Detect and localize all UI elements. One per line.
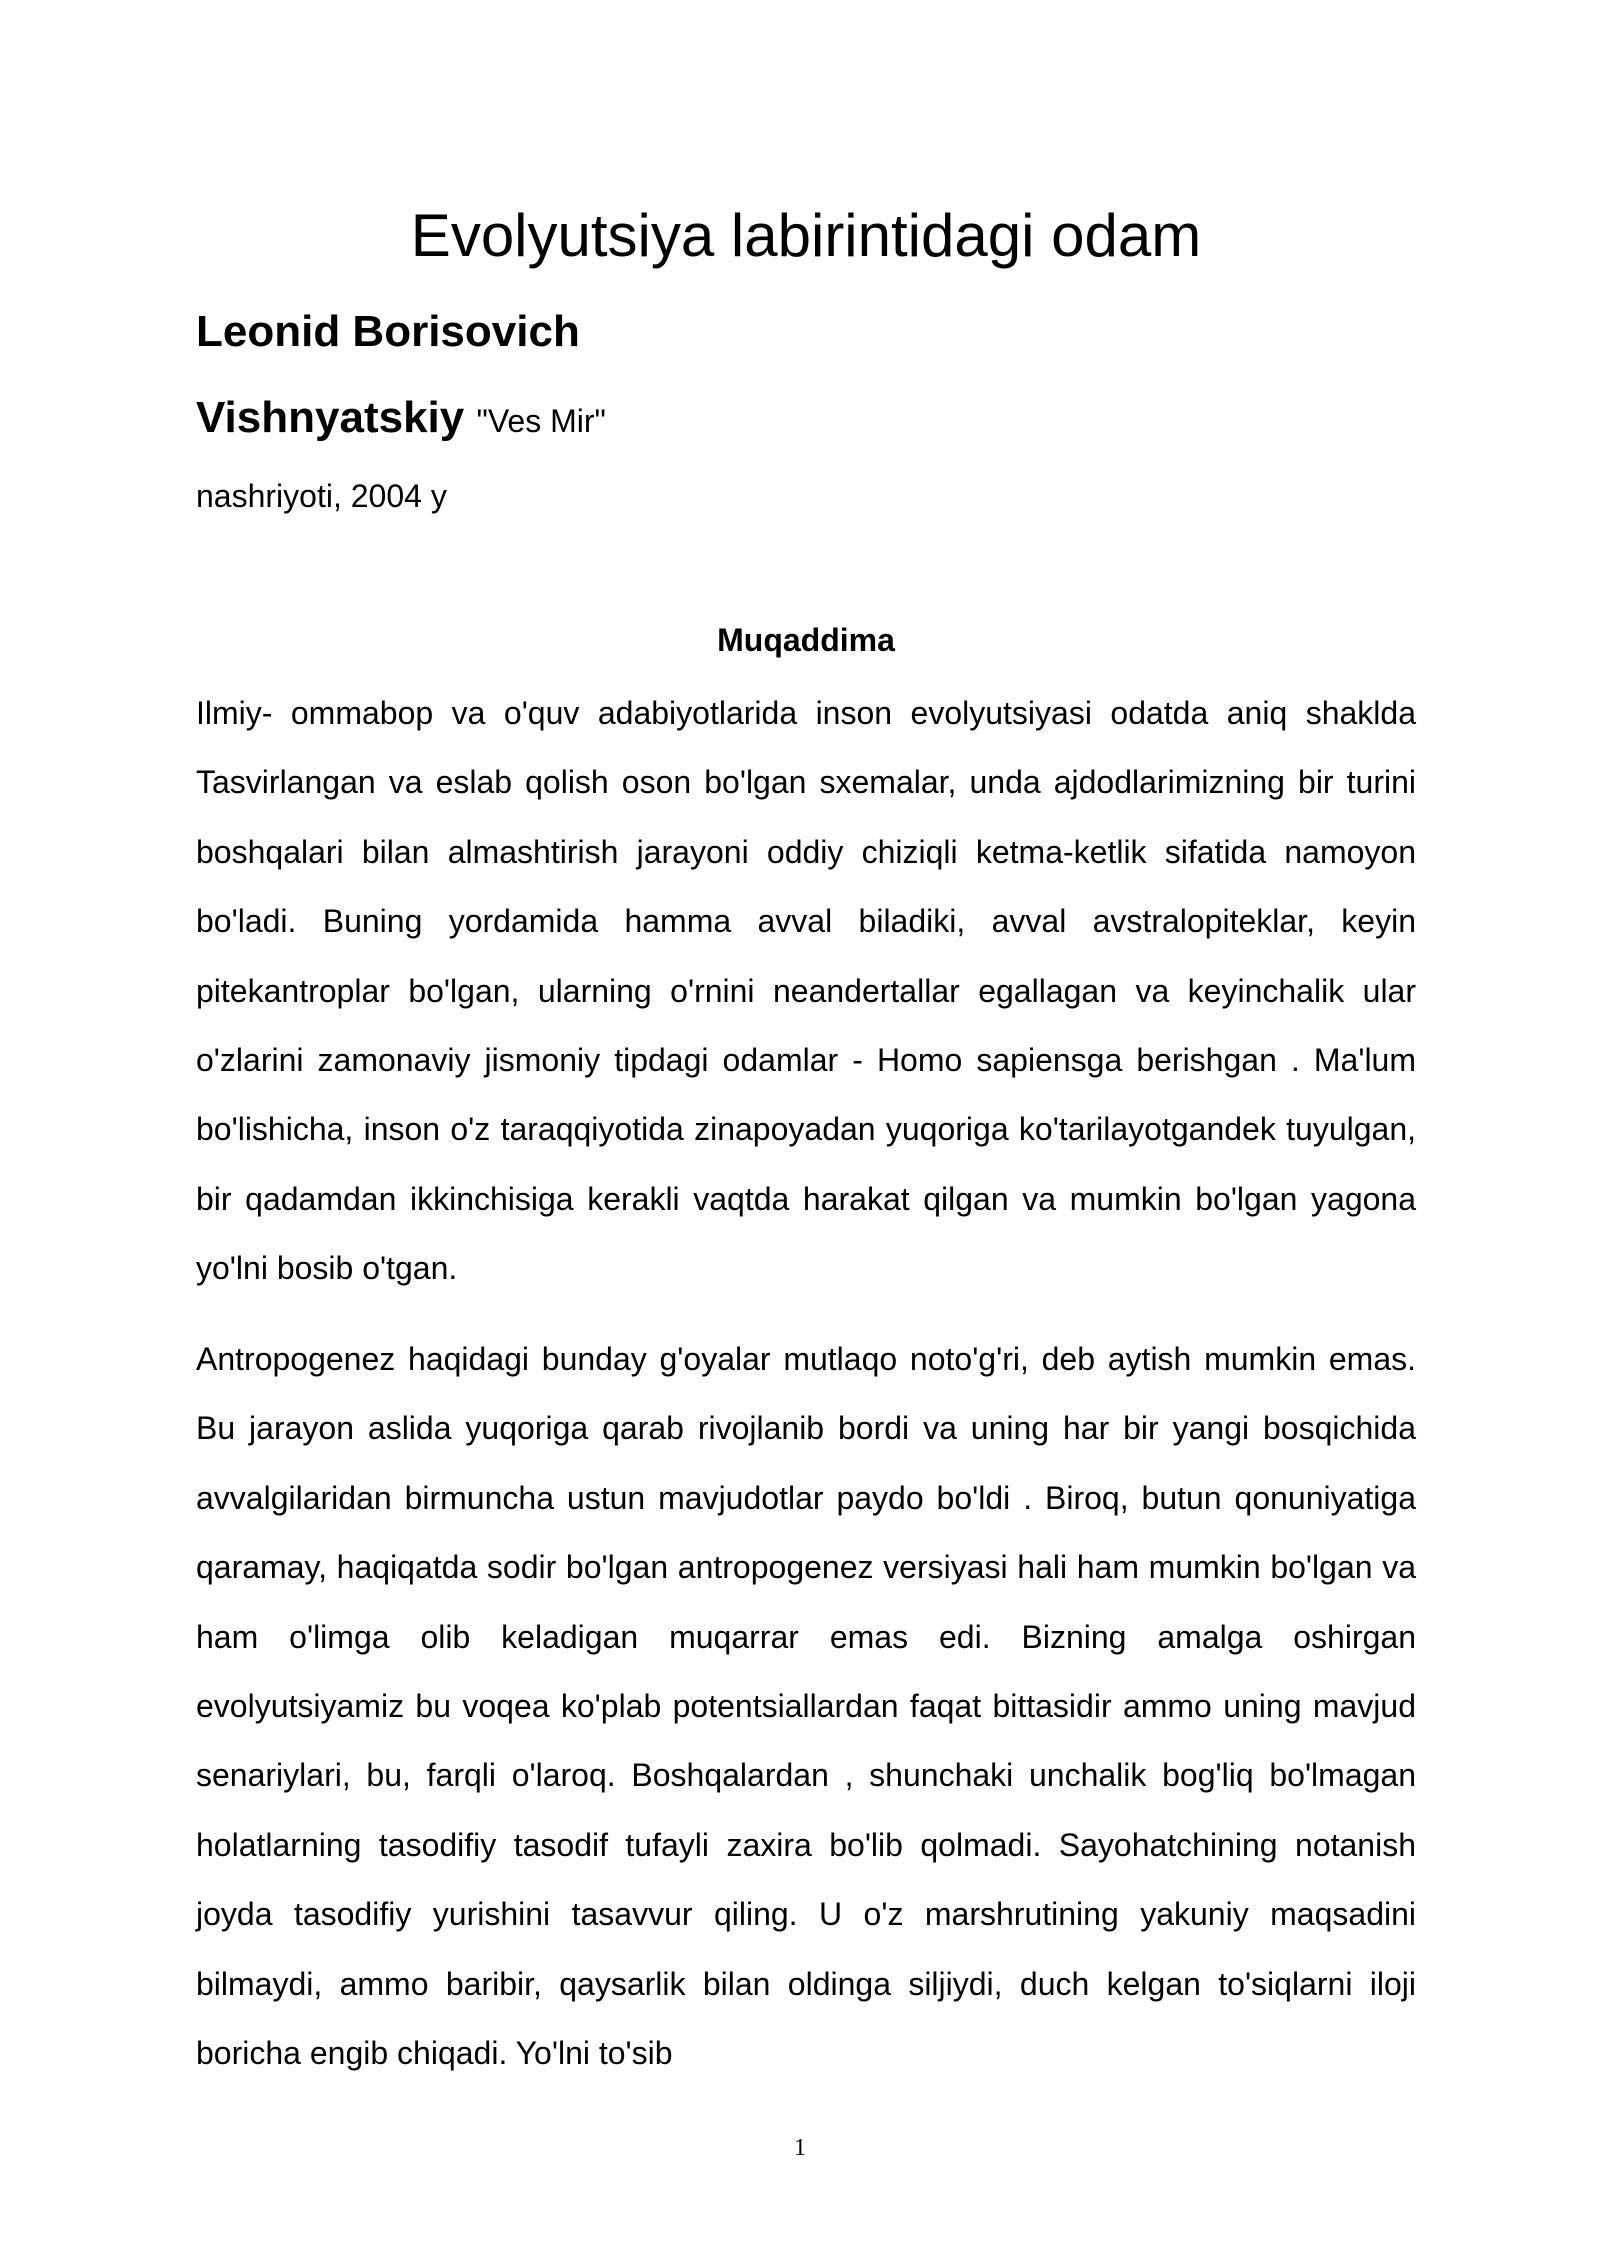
- publisher-line: nashriyoti, 2004 y: [196, 478, 447, 514]
- body-paragraph-2: Antropogenez haqidagi bunday g'oyalar mutlaqo noto'g'ri, deb aytish mumkin emas. Bu jarayon aslida yuqoriga qarab rivojlanib bordi va uning har bir yangi bosqichida avvalgilaridan birmuncha ustun mavjudotlar paydo bo'ldi . Biroq, butun qonuniyatiga qaramay, haqiqatda sodir bo'lgan antropogenez versiyasi hali ham mumkin bo'lgan va ham o'limga olib keladigan muqarrar emas edi. Bizning amalga oshirgan evolyutsiyamiz bu voqea ko'plab potentsiallardan faqat bittasidir ammo uning mavjud senariylari, bu, farqli o'laroq. Boshqalardan , shunchaki unchalik bog'liq bo'lmagan holatlarning tasodifiy tasodif tufayli zaxira bo'lib qolmadi. Sayohatchining notanish joyda tasodifiy yurishini tasavvur qiling. U o'z marshrutining yakuniy maqsadini bilmaydi, ammo baribir, qaysarlik bilan oldinga siljiydi, duch kelgan to'siqlarni iloji boricha engib chiqadi. Yo'lni to'sib: [196, 1341, 1416, 2072]
- author-name-line-1: Leonid Borisovich: [196, 307, 580, 356]
- publisher-name: "Ves Mir": [476, 403, 606, 439]
- body-paragraph-1: Ilmiy- ommabop va o'quv adabiyotlarida inson evolyutsiyasi odatda aniq shaklda Tasvirlangan va eslab qolish oson bo'lgan sxemalar, unda ajdodlarimizning bir turini boshqalari bilan almashtirish jarayoni oddiy chiziqli ketma-ketlik sifatida namoyon bo'ladi. Buning yordamida hamma avval biladiki, avval avstralopiteklar, keyin pitekantroplar bo'lgan, ularning o'rnini neandertallar egallagan va keyinchalik ular o'zlarini zamonaviy jismoniy tipdagi odamlar - Homo sapiensga berishgan . Ma'lum bo'lishicha, inson o'z taraqqiyotida zinapoyadan yuqoriga ko'tarilayotgandek tuyulgan, bir qadamdan ikkinchisiga kerakli vaqtda harakat qilgan va mumkin bo'lgan yagona yo'lni bosib o'tgan.: [196, 695, 1416, 1287]
- author-surname: Vishnyatskiy: [196, 393, 465, 442]
- document-title: Evolyutsiya labirintidagi odam: [410, 202, 1202, 269]
- author-name-line-2: [196, 388, 606, 451]
- section-heading: Muqaddima: [717, 622, 895, 658]
- page-number: 1: [794, 2135, 806, 2161]
